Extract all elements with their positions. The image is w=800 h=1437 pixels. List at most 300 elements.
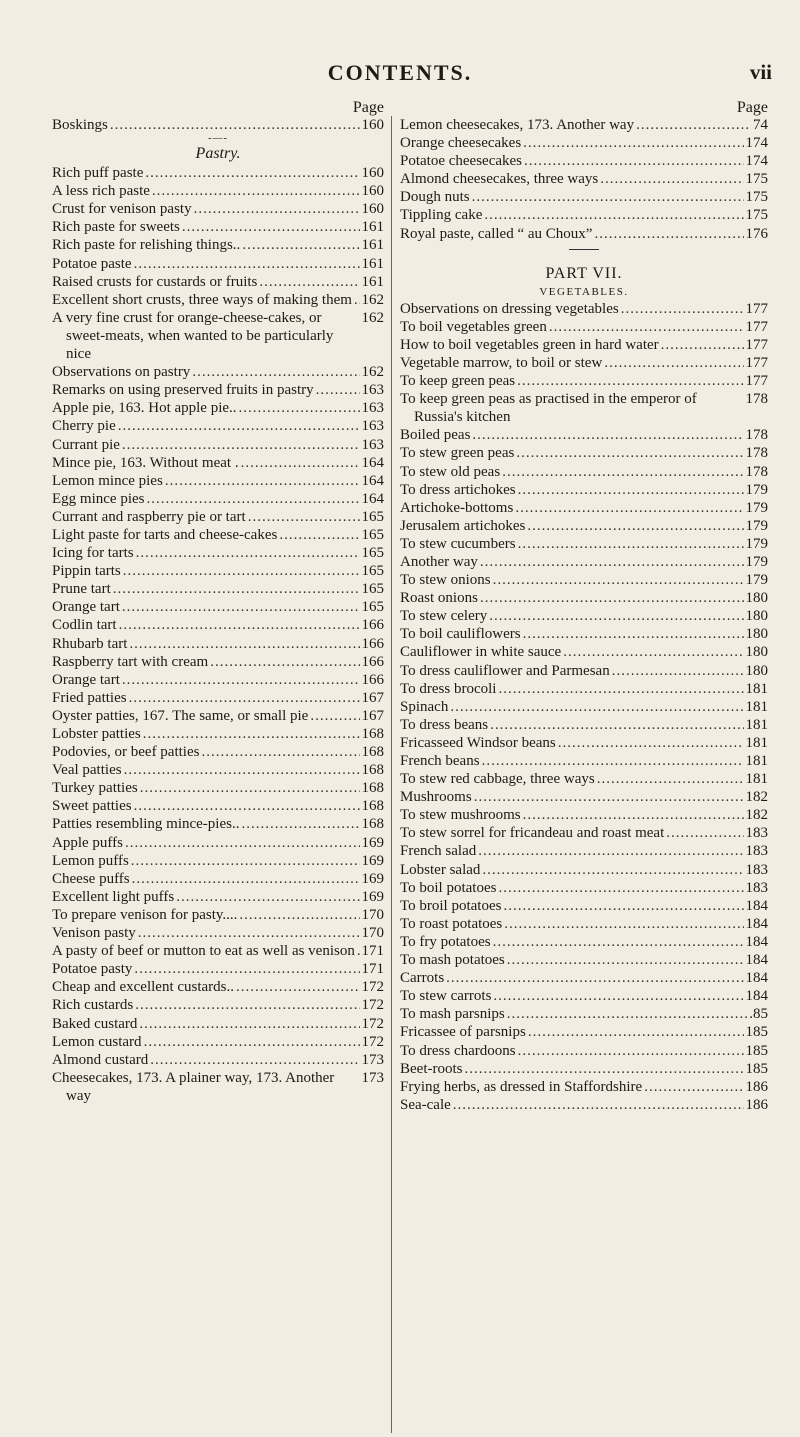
toc-entry-page: 172: [361, 1033, 384, 1050]
toc-entry-page: 172: [361, 979, 384, 996]
left-top-entries: [52, 116, 384, 134]
toc-entry-page: 175: [745, 207, 768, 224]
toc-entry-title: Rich puff paste: [52, 165, 144, 182]
toc-entry-page: 184: [745, 970, 768, 987]
leader-dots: [248, 508, 360, 526]
toc-entry: [400, 390, 768, 426]
toc-entry-title: To stew celery: [400, 608, 488, 625]
toc-entry-title: Lemon custard: [52, 1033, 142, 1050]
toc-entry-page: 169: [361, 834, 384, 851]
toc-entry-title: Rich custards: [52, 997, 134, 1014]
leader-dots: [113, 580, 360, 598]
toc-entry-page: 177: [745, 354, 768, 371]
leader-dots: [136, 544, 360, 562]
toc-entry-title: Orange cheesecakes: [400, 135, 522, 152]
leader-dots: [354, 291, 360, 309]
toc-entry: [52, 653, 384, 671]
toc-entry-page: 177: [745, 336, 768, 353]
leader-dots: [239, 906, 359, 924]
toc-entry-page: 185: [745, 1060, 768, 1077]
toc-entry-page: 174: [745, 135, 768, 152]
leader-dots: [493, 571, 744, 589]
toc-entry-page: 163: [361, 436, 384, 453]
toc-entry-title: Cheese puffs: [52, 870, 130, 887]
toc-entry: [400, 116, 768, 134]
leader-dots: [493, 987, 743, 1005]
toc-entry-page: .85: [749, 1006, 768, 1023]
part-subtitle: VEGETABLES.: [539, 285, 629, 298]
toc-entry: [52, 381, 384, 399]
toc-entry: [52, 960, 384, 978]
toc-entry-page: 162: [361, 309, 384, 326]
toc-entry-title: Patties resembling mince-pies..: [52, 816, 240, 833]
toc-entry-page: 184: [745, 988, 768, 1005]
leader-dots: [636, 116, 751, 134]
leader-dots: [131, 852, 360, 870]
toc-entry: [52, 472, 384, 490]
leader-dots: [515, 499, 743, 517]
toc-entry-title: Lemon puffs: [52, 852, 129, 869]
toc-entry: [52, 743, 384, 761]
toc-entry-page: 174: [745, 153, 768, 170]
toc-entry: [400, 1042, 768, 1060]
leader-dots: [146, 490, 359, 508]
toc-entry-title: Fried patties: [52, 689, 127, 706]
toc-entry-page: 180: [745, 590, 768, 607]
toc-entry-title: Spinach: [400, 698, 449, 715]
toc-entry: [400, 225, 768, 243]
toc-entry-title: To fry potatoes: [400, 933, 491, 950]
toc-entry-title: To dress artichokes: [400, 481, 516, 498]
toc-entry-page: 171: [361, 943, 384, 960]
toc-entry: [400, 481, 768, 499]
leader-dots: [524, 152, 743, 170]
toc-entry-page: 163: [361, 382, 384, 399]
leader-dots: [490, 716, 743, 734]
leader-dots: [666, 824, 743, 842]
toc-entry: [400, 553, 768, 571]
toc-entry-page: 166: [361, 671, 384, 688]
leader-dots: [239, 399, 360, 417]
toc-entry-page: 178: [745, 445, 768, 462]
toc-entry: [52, 689, 384, 707]
toc-entry: [52, 1015, 384, 1033]
toc-entry: [400, 625, 768, 643]
toc-entry-page: 165: [361, 563, 384, 580]
toc-entry-page: 165: [361, 545, 384, 562]
toc-entry: [52, 182, 384, 200]
toc-entry: [400, 915, 768, 933]
toc-entry-title: To dress beans: [400, 716, 489, 733]
toc-entry: [52, 671, 384, 689]
toc-entry-page: 179: [745, 499, 768, 516]
toc-entry-title: To mash potatoes: [400, 952, 505, 969]
leader-dots: [563, 643, 743, 661]
leader-dots: [138, 924, 360, 942]
leader-dots: [132, 870, 360, 888]
toc-entry-title: Vegetable marrow, to boil or stew: [400, 354, 603, 371]
toc-entry: [400, 1023, 768, 1041]
toc-entry: [400, 517, 768, 535]
toc-entry: [52, 164, 384, 182]
leader-dots: [119, 616, 360, 634]
right-entries: [400, 300, 768, 1114]
leader-dots: [472, 188, 744, 206]
toc-entry: [400, 933, 768, 951]
toc-entry-page: 168: [361, 762, 384, 779]
toc-entry-title: Lobster salad: [400, 861, 481, 878]
toc-entry-page: 184: [745, 915, 768, 932]
toc-entry-title: To dress chardoons: [400, 1042, 516, 1059]
toc-entry: [400, 716, 768, 734]
toc-entry: [52, 436, 384, 454]
toc-entry-page: 175: [745, 189, 768, 206]
leader-dots: [518, 481, 744, 499]
leader-dots: [446, 969, 743, 987]
toc-entry-title: A pasty of beef or mutton to eat as well as venison: [52, 943, 355, 960]
toc-entry-title: Artichoke-bottoms: [400, 499, 514, 516]
toc-entry-page: 183: [745, 861, 768, 878]
toc-entry: [52, 544, 384, 562]
toc-entry-title: Codlin tart: [52, 617, 117, 634]
leader-dots: [528, 1023, 744, 1041]
leader-dots: [259, 273, 359, 291]
toc-entry-page: 173: [361, 1069, 384, 1086]
toc-entry-page: 178: [745, 463, 768, 480]
leader-dots: [241, 454, 360, 472]
leader-dots: [194, 200, 360, 218]
leader-dots: [125, 834, 360, 852]
leader-dots: [129, 689, 360, 707]
toc-entry-title: Baked custard: [52, 1015, 138, 1032]
toc-entry: [400, 788, 768, 806]
toc-entry: [52, 508, 384, 526]
leader-dots: [482, 861, 743, 879]
leader-dots: [523, 625, 744, 643]
toc-entry-title: Orange tart: [52, 599, 120, 616]
toc-entry: [400, 170, 768, 188]
toc-entry: [400, 152, 768, 170]
toc-entry: [52, 580, 384, 598]
toc-entry-title: Venison pasty: [52, 925, 136, 942]
toc-entry: [52, 273, 384, 291]
leader-dots: [129, 635, 359, 653]
toc-entry: [400, 571, 768, 589]
toc-entry: [52, 707, 384, 725]
toc-entry-title: Fricasseed Windsor beans: [400, 734, 556, 751]
right-column: [400, 100, 768, 1114]
page-title: CONTENTS.: [327, 60, 473, 85]
toc-entry-title: To stew sorrel for fricandeau and roast meat: [400, 825, 665, 842]
toc-entry-title: Fricassee of parsnips: [400, 1024, 526, 1041]
toc-entry-title: Cauliflower in white sauce: [400, 644, 562, 661]
toc-entry: [52, 200, 384, 218]
leader-dots: [493, 933, 744, 951]
toc-entry-title: Rich paste for relishing things..: [52, 237, 241, 254]
toc-entry-title: Lemon cheesecakes, 173. Another way: [400, 117, 635, 133]
toc-entry: [400, 206, 768, 224]
leader-dots: [139, 1015, 359, 1033]
toc-entry-page: 163: [361, 418, 384, 435]
toc-entry-page: 167: [361, 707, 384, 724]
leader-dots: [143, 725, 360, 743]
toc-entry-page: 170: [361, 925, 384, 942]
toc-entry-title: Turkey patties: [52, 780, 138, 797]
toc-entry-page: 179: [745, 535, 768, 552]
toc-entry-page: 161: [361, 255, 384, 272]
leader-dots: [242, 236, 359, 254]
toc-entry-page: 160: [361, 117, 384, 133]
toc-entry-page: 168: [361, 780, 384, 797]
toc-entry-title: To prepare venison for pasty....: [52, 906, 238, 923]
leader-dots: [122, 436, 360, 454]
leader-dots: [597, 770, 744, 788]
leader-dots: [450, 698, 743, 716]
toc-entry-title: Carrots: [400, 970, 445, 987]
toc-entry-title: Almond custard: [52, 1051, 149, 1068]
toc-entry: [52, 291, 384, 309]
page-header: [0, 54, 800, 94]
left-column: [52, 100, 384, 1105]
toc-entry: [52, 417, 384, 435]
leader-dots: [118, 417, 360, 435]
leader-dots: [480, 553, 744, 571]
toc-entry: [52, 526, 384, 544]
leader-dots: [145, 164, 359, 182]
toc-entry-page: 180: [745, 662, 768, 679]
toc-entry: [400, 1096, 768, 1114]
toc-entry: [400, 1078, 768, 1096]
toc-entry: [400, 607, 768, 625]
toc-entry-page: 186: [745, 1078, 768, 1095]
toc-entry-page: 165: [361, 599, 384, 616]
toc-entry: [400, 1060, 768, 1078]
toc-entry-title: Remarks on using preserved fruits in pastry: [52, 382, 314, 399]
toc-entry-page: 186: [745, 1096, 768, 1113]
leader-dots: [502, 463, 743, 481]
leader-dots: [484, 206, 743, 224]
toc-entry-title: Boiled peas: [400, 427, 471, 444]
toc-entry-page: 74: [753, 117, 768, 133]
toc-entry-page: 179: [745, 481, 768, 498]
toc-entry: [52, 779, 384, 797]
leader-dots: [135, 996, 359, 1014]
toc-entry-page: 162: [361, 364, 384, 381]
toc-entry-page: 169: [361, 888, 384, 905]
toc-entry-title: Roast onions: [400, 590, 478, 607]
leader-dots: [134, 255, 360, 273]
toc-entry: [400, 770, 768, 788]
column-divider: [391, 116, 392, 1433]
toc-entry-title: Rich paste for sweets: [52, 219, 180, 236]
toc-entry-page: 177: [745, 300, 768, 317]
toc-entry: [52, 309, 384, 363]
toc-entry: [52, 454, 384, 472]
toc-entry-page: 168: [361, 726, 384, 742]
toc-entry: [400, 987, 768, 1005]
leader-dots: [518, 1042, 744, 1060]
toc-entry: [52, 852, 384, 870]
toc-entry-page: 164: [361, 454, 384, 471]
section-rule: [569, 249, 599, 250]
toc-entry-page: 172: [361, 1015, 384, 1032]
toc-entry: [400, 318, 768, 336]
leader-dots: [140, 779, 360, 797]
toc-entry-page: 167: [361, 689, 384, 706]
leader-dots: [182, 218, 360, 236]
toc-entry-title: French salad: [400, 843, 477, 860]
leader-dots: [549, 318, 744, 336]
leader-dots: [498, 680, 743, 698]
toc-entry-title: To broil potatoes: [400, 897, 502, 914]
toc-entry: [400, 444, 768, 462]
toc-entry-title: To stew old peas: [400, 463, 501, 480]
toc-entry: [400, 824, 768, 842]
leader-dots: [594, 225, 743, 243]
leader-dots: [144, 1033, 360, 1051]
leader-dots: [600, 170, 743, 188]
toc-entry-title: Raised crusts for custards or fruits: [52, 273, 258, 290]
toc-entry-page: 161: [361, 273, 384, 290]
toc-entry-page: 178: [745, 391, 768, 408]
toc-entry: [400, 662, 768, 680]
leader-dots: [122, 671, 360, 689]
toc-entry-page: 177: [745, 373, 768, 390]
leader-dots: [621, 300, 744, 318]
left-page-label: Page: [352, 99, 384, 116]
leader-dots: [150, 1051, 359, 1069]
toc-entry: [52, 562, 384, 580]
leader-dots: [310, 707, 359, 725]
toc-entry-page: 160: [361, 183, 384, 200]
toc-entry-page: 160: [361, 165, 384, 182]
toc-entry-title: Egg mince pies: [52, 490, 145, 507]
toc-entry-page: 179: [745, 517, 768, 534]
toc-entry-title: To dress brocoli: [400, 680, 497, 697]
toc-entry-title: Icing for tarts: [52, 545, 134, 562]
toc-entry-page: 169: [361, 870, 384, 887]
toc-entry-title: To stew mushrooms: [400, 807, 521, 824]
toc-entry: [400, 861, 768, 879]
toc-entry-title: Potatoe pasty: [52, 961, 133, 978]
toc-entry-page: 168: [361, 798, 384, 815]
leader-dots: [489, 607, 743, 625]
right-page-label: Page: [736, 99, 768, 116]
toc-entry: [400, 300, 768, 318]
toc-entry: [400, 842, 768, 860]
toc-entry-page: 165: [361, 526, 384, 543]
toc-entry-title: Dough nuts: [400, 189, 470, 206]
toc-entry-title: Rhubarb tart: [52, 635, 128, 652]
toc-entry: [400, 680, 768, 698]
toc-entry-page: 185: [745, 1024, 768, 1041]
toc-entry-page: 164: [361, 472, 384, 489]
leader-dots: [241, 815, 359, 833]
leader-dots: [474, 788, 744, 806]
leader-dots: [482, 752, 744, 770]
toc-entry: [400, 897, 768, 915]
toc-entry-page: 176: [745, 225, 768, 242]
toc-entry: [400, 734, 768, 752]
toc-entry-page: 185: [745, 1042, 768, 1059]
leader-dots: [504, 915, 743, 933]
toc-entry-page: 163: [361, 400, 384, 417]
toc-entry-title: French beans: [400, 753, 480, 769]
leader-dots: [612, 662, 744, 680]
toc-entry-page: 169: [361, 852, 384, 869]
toc-entry: [52, 1051, 384, 1069]
toc-entry: [400, 589, 768, 607]
leader-dots: [523, 806, 744, 824]
toc-entry-title: To stew green peas: [400, 445, 515, 462]
toc-entry-title: Observations on pastry: [52, 364, 191, 381]
toc-entry-page: 178: [745, 427, 768, 444]
toc-entry-page: 173: [361, 1051, 384, 1068]
toc-entry: [400, 463, 768, 481]
toc-entry-page: 181: [745, 680, 768, 697]
leader-dots: [453, 1096, 744, 1114]
toc-entry-page: 182: [745, 807, 768, 824]
leader-dots: [316, 381, 360, 399]
toc-entry-page: 184: [745, 897, 768, 914]
toc-entry-title: Almond cheesecakes, three ways: [400, 171, 599, 188]
toc-entry-title: Lemon mince pies: [52, 472, 163, 489]
toc-entry: [52, 834, 384, 852]
toc-entry-title: Jerusalem artichokes: [400, 517, 526, 534]
right-top-entries: [400, 116, 768, 243]
leader-dots: [498, 879, 743, 897]
toc-entry: [400, 969, 768, 987]
toc-entry-page: 179: [745, 572, 768, 589]
toc-entry: [52, 616, 384, 634]
leader-dots: [507, 1005, 747, 1023]
toc-entry-page: 181: [745, 716, 768, 733]
toc-entry-title: Frying herbs, as dressed in Staffordshire: [400, 1078, 643, 1095]
leader-dots: [236, 978, 359, 996]
toc-entry-page: 160: [361, 201, 384, 218]
toc-entry-page: 162: [361, 291, 384, 308]
toc-entry: [52, 1033, 384, 1051]
toc-entry-page: 161: [361, 219, 384, 236]
leader-dots: [644, 1078, 743, 1096]
toc-entry: [52, 924, 384, 942]
toc-entry-page: 179: [745, 553, 768, 570]
toc-entry-page: 184: [745, 933, 768, 950]
leader-dots: [357, 942, 360, 960]
leader-dots: [480, 589, 744, 607]
toc-entry-title: Tippling cake: [400, 207, 483, 224]
toc-entry: [400, 806, 768, 824]
toc-entry-page: 181: [745, 734, 768, 751]
leader-dots: [518, 535, 744, 553]
toc-entry-page: 182: [745, 789, 768, 806]
toc-entry-page: 170: [361, 906, 384, 923]
leader-dots: [123, 562, 360, 580]
left-entries: [52, 164, 384, 1105]
leader-dots: [134, 960, 359, 978]
section-title-pastry: Pastry.: [195, 145, 241, 163]
toc-entry-title: Excellent short crusts, three ways of making them: [52, 291, 352, 308]
toc-entry-title: Royal paste, called “ au Choux”: [400, 225, 593, 242]
toc-entry-title: Another way: [400, 553, 478, 570]
leader-dots: [527, 517, 743, 535]
toc-entry: [400, 1005, 768, 1023]
toc-entry-page: 168: [361, 744, 384, 761]
page-number: vii: [749, 60, 772, 84]
toc-entry-title: To stew cucumbers: [400, 535, 516, 552]
toc-entry: [400, 134, 768, 152]
leader-dots: [279, 526, 359, 544]
